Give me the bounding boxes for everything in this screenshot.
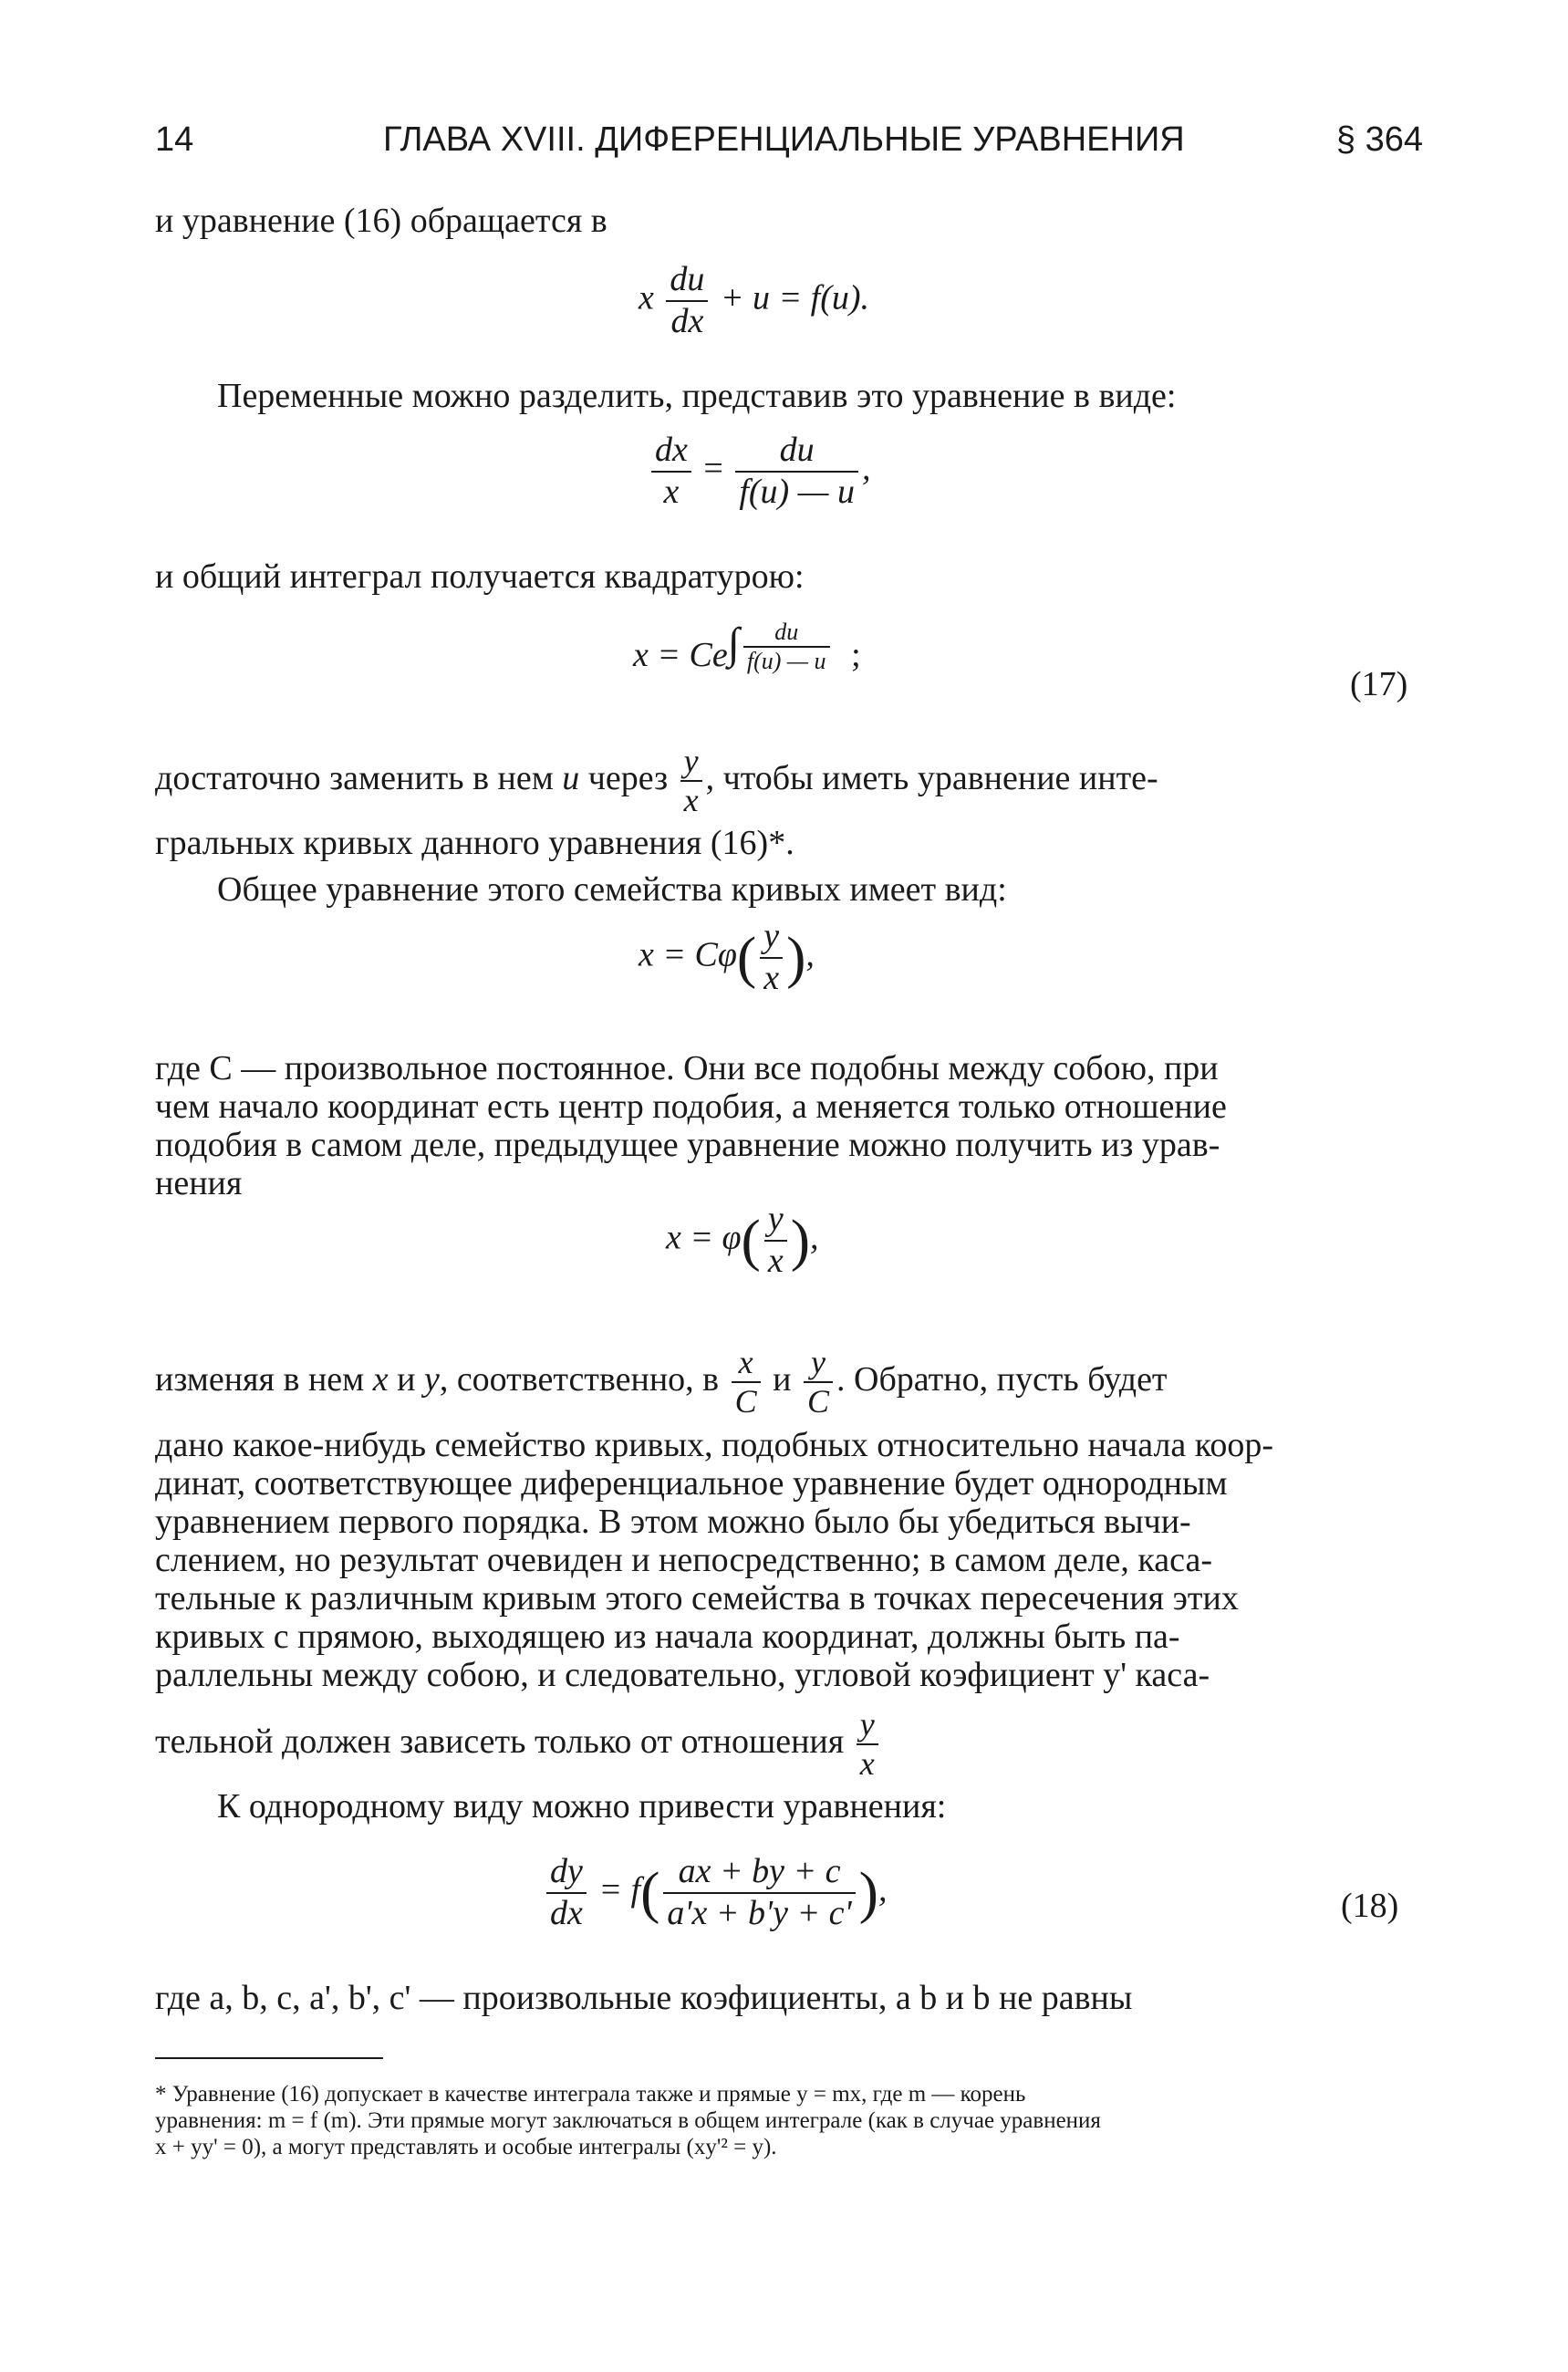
equation-5: x = φ( $\frac{y}{x}$ ), — [666, 1200, 819, 1280]
text-line: и общий интеграл получается квадратурою: — [155, 557, 805, 596]
equation-label: (18) — [1341, 1887, 1399, 1925]
footnote-line: уравнения: m = f (m). Эти прямые могут заключаться в общем интеграле (как в случае уравнения — [155, 2107, 1101, 2133]
text-line: Переменные можно разделить, представив это уравнение в виде: — [217, 377, 1177, 415]
equation-label: (17) — [1350, 665, 1408, 703]
footnote — [155, 2082, 1101, 2160]
footnote-line: x + yy' = 0), а могут представлять и особые интегралы (xy'² = y). — [155, 2134, 777, 2159]
text-line: тельные к различным кривым этого семейства в точках пересечения этих — [155, 1579, 1239, 1618]
text-line: где C — произвольное постоянное. Они все подобны между собою, при — [155, 1049, 1219, 1087]
text-line: дано какое-нибудь семейство кривых, подобных относительно начала коор- — [155, 1426, 1273, 1464]
fraction — [743, 619, 830, 675]
footnote-rule — [155, 2057, 383, 2059]
denominator: x — [651, 471, 691, 513]
fraction: $\frac{ax + by + c}{a'x + b'y + c'}$ — [663, 1852, 855, 1933]
equation-4: x = Cφ( $\frac{y}{x}$ ), — [639, 917, 815, 997]
text-line: тельной должен зависеть только от отношения $\frac{y}{x}$ — [155, 1706, 882, 1784]
fraction — [666, 260, 708, 341]
equation-6: $\frac{dy}{dx}$ = f( $\frac{ax + by + c}{a'x + b'y + c'}$ ), — [543, 1852, 887, 1933]
fraction: $\frac{y}{x}$ — [680, 743, 702, 820]
numerator: du — [774, 619, 799, 645]
text-line: слением, но результат очевиден и непосредственно; в самом деле, каса- — [155, 1541, 1213, 1579]
equation-1 — [639, 260, 869, 341]
footnote-line: * Уравнение (16) допускает в качестве интеграла также и прямые y = mx, где m — корень — [155, 2082, 1026, 2107]
running-header — [155, 120, 1423, 175]
fraction: $\frac{y}{x}$ — [857, 1706, 878, 1784]
text-line: изменяя в нем x и y, соответственно, в $\frac{x}{C}$ и $\frac{y}{C}$ . Обратно, пусть будет — [155, 1344, 1168, 1420]
numerator: du — [670, 260, 705, 298]
numerator: dx — [655, 431, 688, 469]
denominator: f(u) — u — [735, 471, 858, 513]
text-line: достаточно заменить в нем u через $\frac{y}{x}$ , чтобы иметь уравнение инте- — [155, 743, 1158, 819]
text-line: подобия в самом деле, предыдущее уравнение можно получить из урав- — [155, 1126, 1220, 1164]
fraction — [735, 431, 858, 512]
text-line: К однородному виду можно привести уравнения: — [217, 1787, 947, 1826]
fraction: $\frac{dy}{dx}$ — [546, 1852, 587, 1933]
equation-3: x = Ce∫ $\frac{du}{f(u) — u}$ ; — [633, 619, 861, 674]
text-line: кривых с прямою, выходящею из начала координат, должны быть па- — [155, 1618, 1180, 1656]
text-line: уравнением первого порядка. В этом можно было бы убедиться вычи- — [155, 1503, 1191, 1541]
paragraph-2 — [155, 1426, 1273, 1694]
fraction — [651, 431, 691, 512]
eq-lhs: x = Ce — [633, 635, 728, 674]
section-number: § 364 — [1335, 120, 1423, 159]
text-line: и уравнение (16) обращается в — [155, 202, 607, 240]
paragraph-1 — [155, 1049, 1227, 1202]
denominator: f(u) — u — [743, 646, 830, 675]
text-line: чем начало координат есть центр подобия, а меняется только отношение — [155, 1087, 1227, 1126]
eq-rest: + u = f(u). — [720, 278, 870, 317]
chapter-title: ГЛАВА XVIII. ДИФЕРЕНЦИАЛЬНЫЕ УРАВНЕНИЯ — [383, 120, 1185, 159]
equation-2: $\frac{dx}{x}$ = $\frac{du}{f(u) — u}$ , — [648, 431, 870, 512]
fraction: $\frac{y}{x}$ — [764, 1200, 787, 1281]
eq-lhs: x = φ — [666, 1218, 742, 1257]
text-line: нения — [155, 1164, 243, 1202]
fraction: $\frac{y}{C}$ — [804, 1344, 833, 1421]
text-line: гральных кривых данного уравнения (16)*. — [155, 824, 794, 862]
fraction: $\frac{y}{x}$ — [760, 917, 783, 998]
text-line: где a, b, c, a', b', c' — произвольные коэфициенты, а b и b не равны — [155, 1979, 1133, 2017]
text-line: Общее уравнение этого семейства кривых имеет вид: — [217, 870, 1007, 909]
eq-tail: ; — [851, 635, 861, 674]
text-line: раллельны между собою, и следовательно, угловой коэфициент y' каса- — [155, 1656, 1210, 1694]
denominator: dx — [666, 300, 708, 342]
text-line: динат, соответствующее диференциальное уравнение будет однородным — [155, 1464, 1228, 1503]
page-number: 14 — [155, 120, 194, 159]
eq-lhs: x = Cφ — [639, 935, 737, 974]
eq-symbol: x — [639, 278, 654, 317]
numerator: du — [779, 431, 815, 469]
fraction: $\frac{x}{C}$ — [732, 1344, 761, 1421]
